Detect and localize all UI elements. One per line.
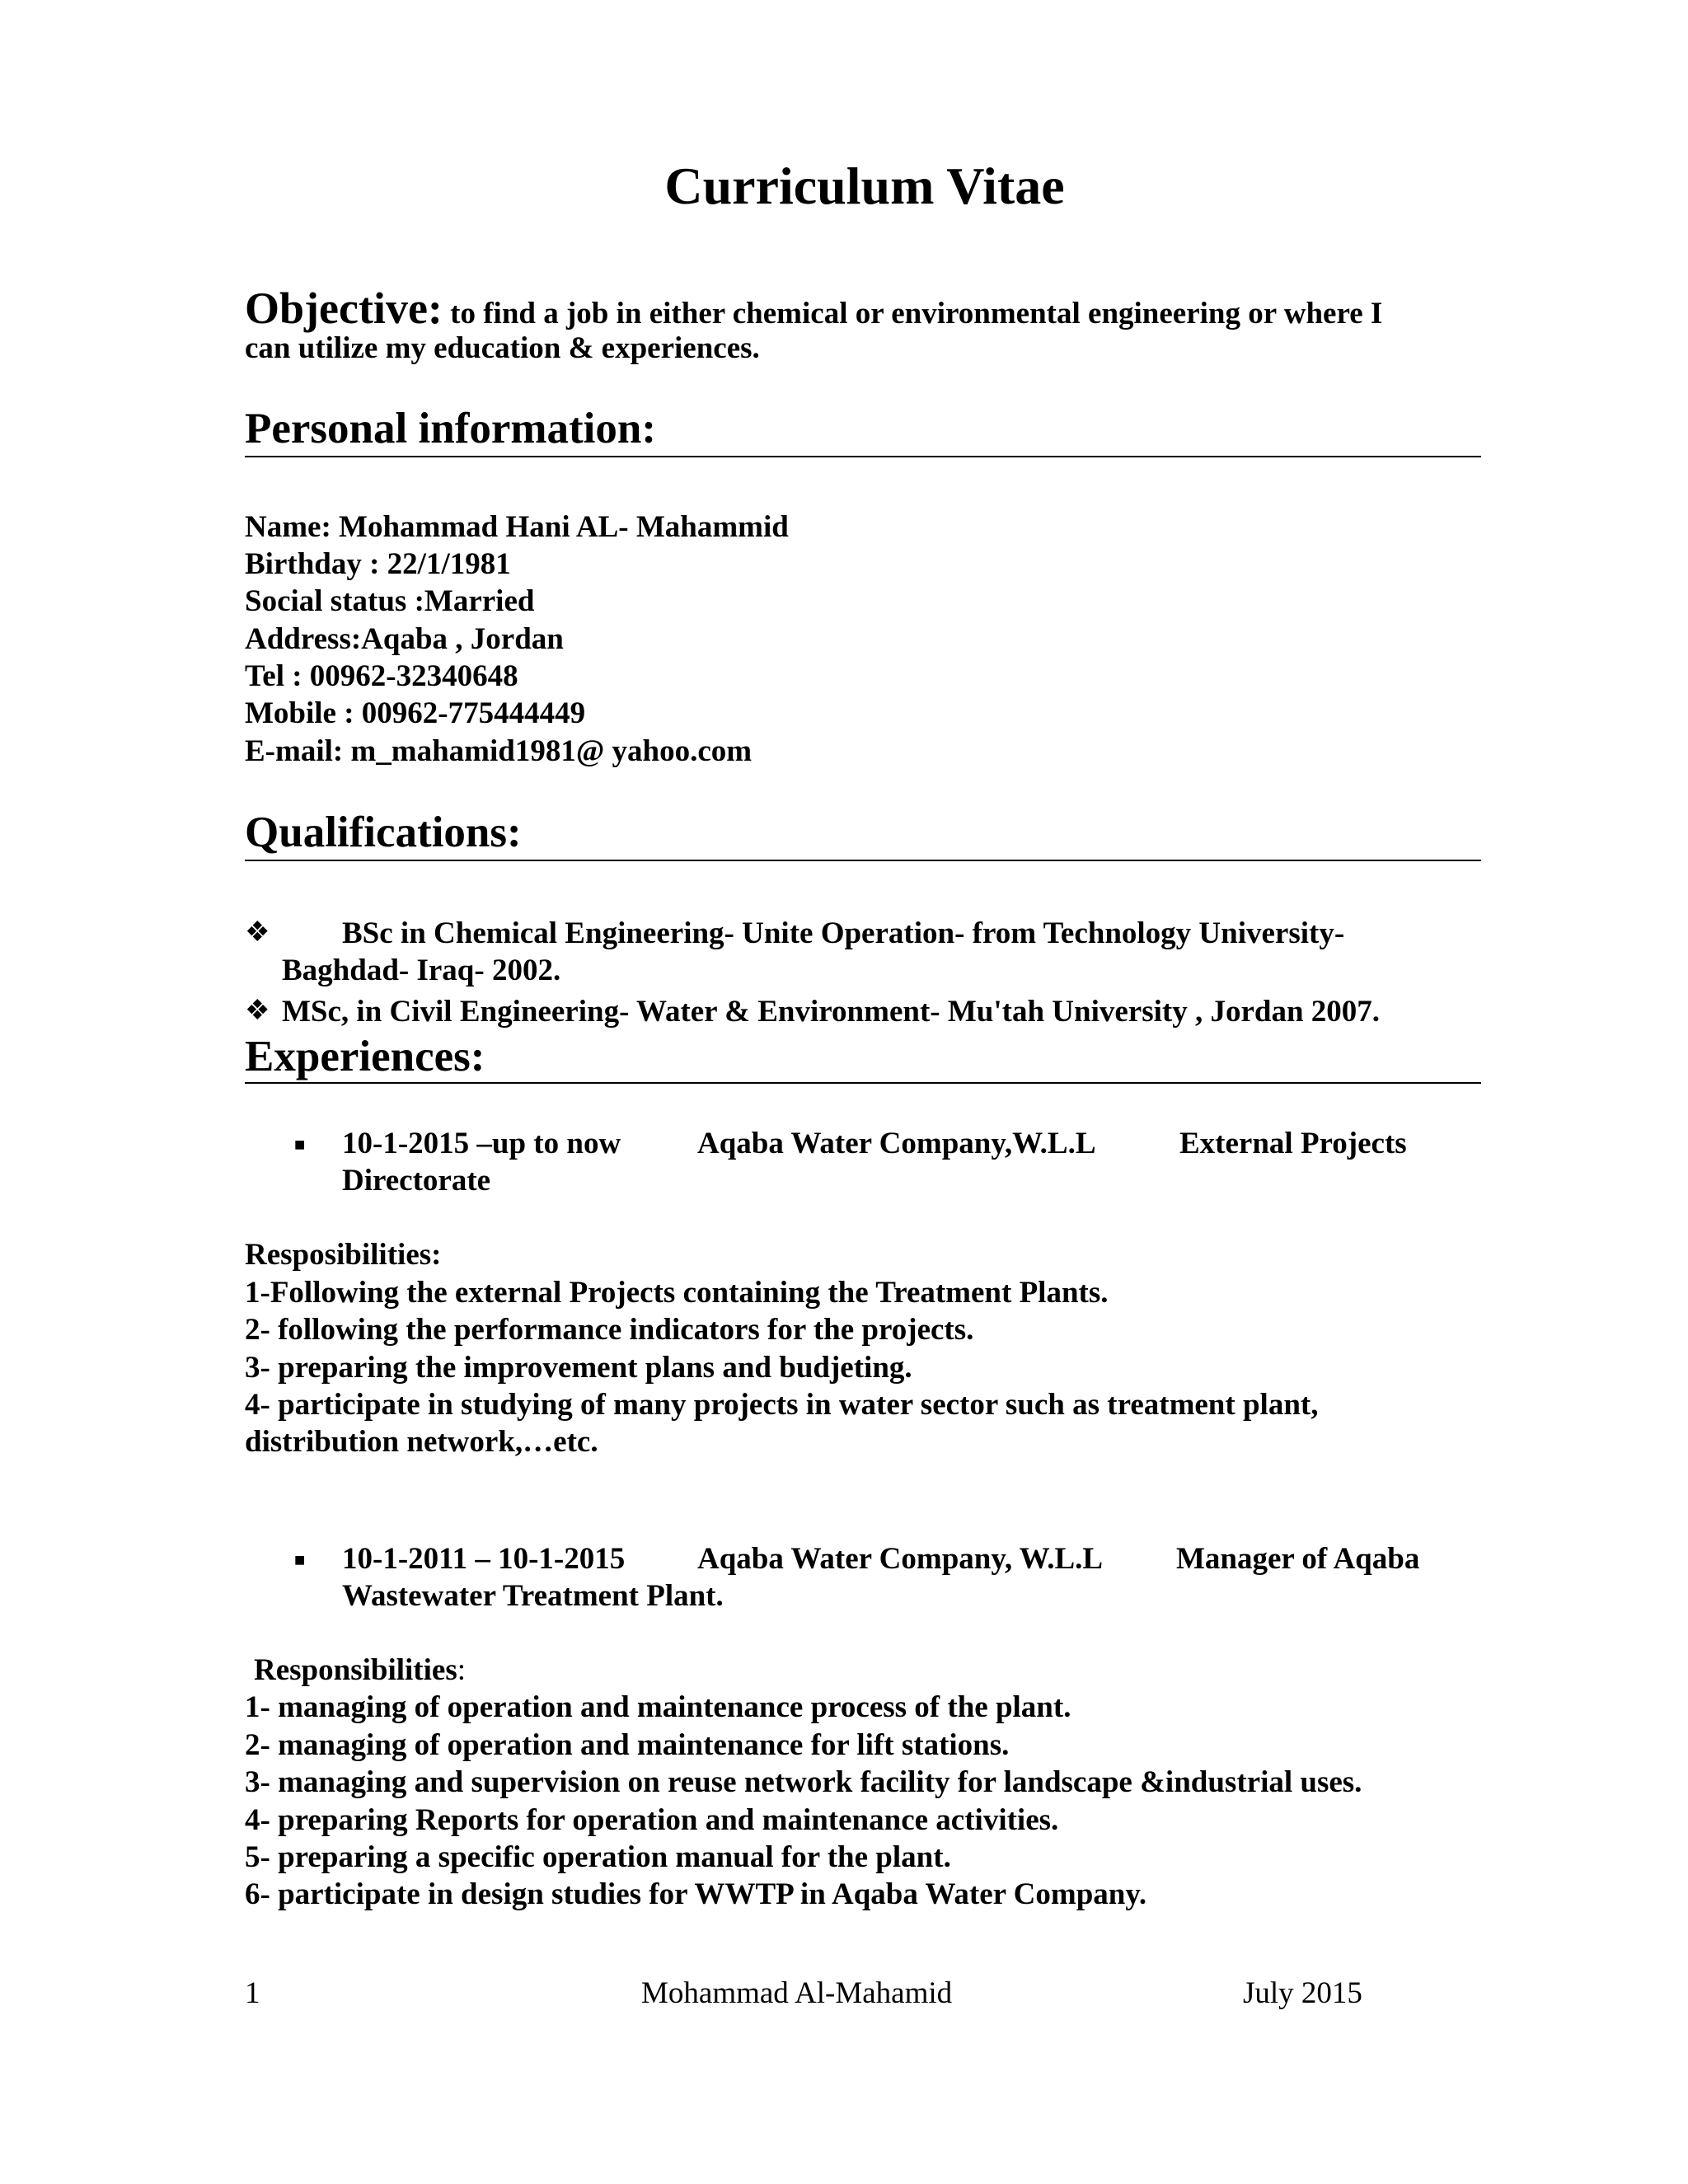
footer-date: July 2015 xyxy=(1243,1976,1362,2010)
job-1-role: External Projects xyxy=(1179,1127,1407,1160)
job-2-role: Manager of Aqaba xyxy=(1176,1542,1420,1576)
personal-mobile: Mobile : 00962-775444449 xyxy=(245,696,586,730)
experiences-divider xyxy=(245,1082,1481,1084)
job-1-role-cont: Directorate xyxy=(342,1164,491,1197)
job-2-role-cont: Wastewater Treatment Plant. xyxy=(342,1579,724,1613)
personal-name: Name: Mohammad Hani AL- Mahammid xyxy=(245,510,789,544)
job-2-resp-2: 2- managing of operation and maintenance for lift stations. xyxy=(245,1728,1010,1762)
job-2-resp-heading-colon: : xyxy=(457,1653,466,1687)
job-2-resp-6: 6- participate in design studies for WWTP in Aqaba Water Company. xyxy=(245,1877,1147,1911)
job-2-resp-heading xyxy=(254,1652,466,1690)
objective-text-2: can utilize my education & experiences. xyxy=(245,331,760,365)
qualification-item-1-line-2: Baghdad- Iraq- 2002. xyxy=(282,954,561,987)
objective-text-1: to find a job in either chemical or environmental engineering or where I xyxy=(450,297,1383,330)
job-1-resp-3: 3- preparing the improvement plans and budjeting. xyxy=(245,1351,912,1385)
job-1-period: 10-1-2015 –up to now xyxy=(342,1127,621,1160)
square-bullet-icon: ■ xyxy=(294,1134,306,1155)
job-1-resp-2: 2- following the performance indicators for the projects. xyxy=(245,1313,974,1347)
job-1-resp-5: distribution network,…etc. xyxy=(245,1425,598,1459)
personal-info-divider xyxy=(245,456,1481,457)
footer-author: Mohammad Al-Mahamid xyxy=(641,1976,953,2010)
job-1-resp-4: 4- participate in studying of many projects in water sector such as treatment plant, xyxy=(245,1388,1319,1422)
job-2-resp-4: 4- preparing Reports for operation and maintenance activities. xyxy=(245,1803,1059,1837)
experiences-heading: Experiences: xyxy=(245,1033,485,1080)
job-1-resp-1: 1-Following the external Projects containing the Treatment Plants. xyxy=(245,1276,1109,1310)
qualifications-heading: Qualifications: xyxy=(245,808,522,856)
qualification-item-2: MSc, in Civil Engineering- Water & Environment- Mu'tah University , Jordan 2007. xyxy=(282,995,1381,1029)
personal-social-status: Social status :Married xyxy=(245,584,535,618)
personal-email: E-mail: m_mahamid1981@ yahoo.com xyxy=(245,734,753,768)
diamond-star-icon: ❖ xyxy=(245,917,270,948)
diamond-star-icon: ❖ xyxy=(245,996,270,1026)
personal-birthday: Birthday : 22/1/1981 xyxy=(245,547,511,581)
job-1-resp-heading: Resposibilities: xyxy=(245,1238,442,1272)
job-2-resp-1: 1- managing of operation and maintenance process of the plant. xyxy=(245,1690,1071,1724)
qualification-item-1-line-1: BSc in Chemical Engineering- Unite Operation- from Technology University- xyxy=(342,916,1345,950)
job-2-company: Aqaba Water Company, W.L.L xyxy=(697,1542,1104,1576)
square-bullet-icon: ■ xyxy=(294,1549,306,1570)
job-1-company: Aqaba Water Company,W.L.L xyxy=(697,1127,1096,1160)
page-title: Curriculum Vitae xyxy=(664,157,1065,215)
job-2-resp-5: 5- preparing a specific operation manual for the plant. xyxy=(245,1840,951,1874)
job-2-period: 10-1-2011 – 10-1-2015 xyxy=(342,1542,626,1576)
personal-info-heading: Personal information: xyxy=(245,405,657,452)
footer-page-number: 1 xyxy=(245,1976,260,2010)
job-2-resp-heading-text: Responsibilities xyxy=(254,1653,457,1687)
personal-address: Address:Aqaba , Jordan xyxy=(245,622,564,656)
qualifications-divider xyxy=(245,860,1481,861)
job-2-resp-3: 3- managing and supervision on reuse network facility for landscape &industrial uses. xyxy=(245,1765,1362,1799)
personal-tel: Tel : 00962-32340648 xyxy=(245,659,518,693)
objective-label: Objective: xyxy=(245,284,443,333)
